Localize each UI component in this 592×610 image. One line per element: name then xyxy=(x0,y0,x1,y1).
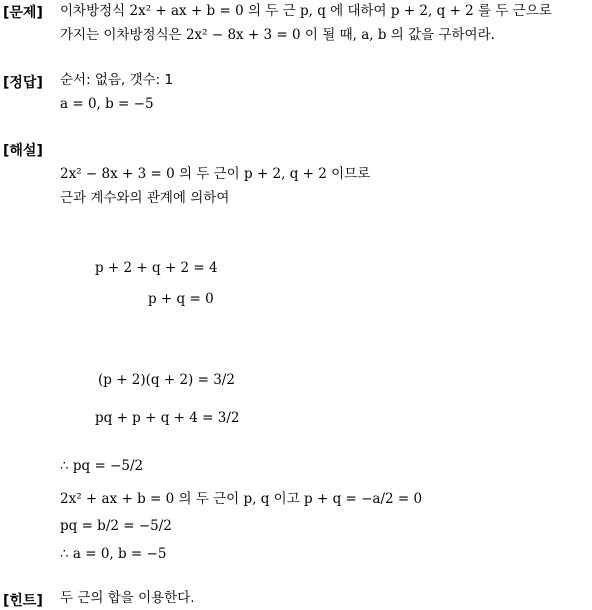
equation-b-relation: pq = b/2 = −5/2 xyxy=(60,518,172,534)
equation-sum: p + 2 + q + 2 = 4 xyxy=(95,260,218,276)
explanation-line-2: 근과 계수와의 관계에 의하여 xyxy=(60,190,230,206)
equation-sum-result: p + q = 0 xyxy=(148,291,214,307)
answer-line-1: 순서: 없음, 갯수: 1 xyxy=(60,72,174,88)
answer-line-2: a = 0, b = −5 xyxy=(60,96,154,112)
problem-line-1: 이차방정식 2x² + ax + b = 0 의 두 근 p, q 에 대하여 p + 2, q + 2 를 두 근으로 xyxy=(60,3,552,19)
equation-pq-result: ∴ pq = −5/2 xyxy=(60,458,144,474)
equation-product-expanded: pq + p + q + 4 = 3/2 xyxy=(95,410,240,426)
equation-final-answer: ∴ a = 0, b = −5 xyxy=(60,546,167,562)
hint-line: 두 근의 합을 이용한다. xyxy=(60,590,195,606)
equation-product: (p + 2)(q + 2) = 3/2 xyxy=(98,372,235,388)
problem-line-2: 가지는 이차방정식은 2x² − 8x + 3 = 0 이 될 때, a, b 의 값을 구하여라. xyxy=(60,27,495,43)
explanation-label: [해설] xyxy=(3,143,43,159)
answer-label: [정답] xyxy=(3,75,43,91)
equation-original-relation: 2x² + ax + b = 0 의 두 근이 p, q 이고 p + q = −a/2 = 0 xyxy=(60,491,423,507)
problem-label: [문제] xyxy=(3,5,43,21)
explanation-line-1: 2x² − 8x + 3 = 0 의 두 근이 p + 2, q + 2 이므로 xyxy=(60,166,371,182)
hint-label: [힌트] xyxy=(3,593,43,609)
